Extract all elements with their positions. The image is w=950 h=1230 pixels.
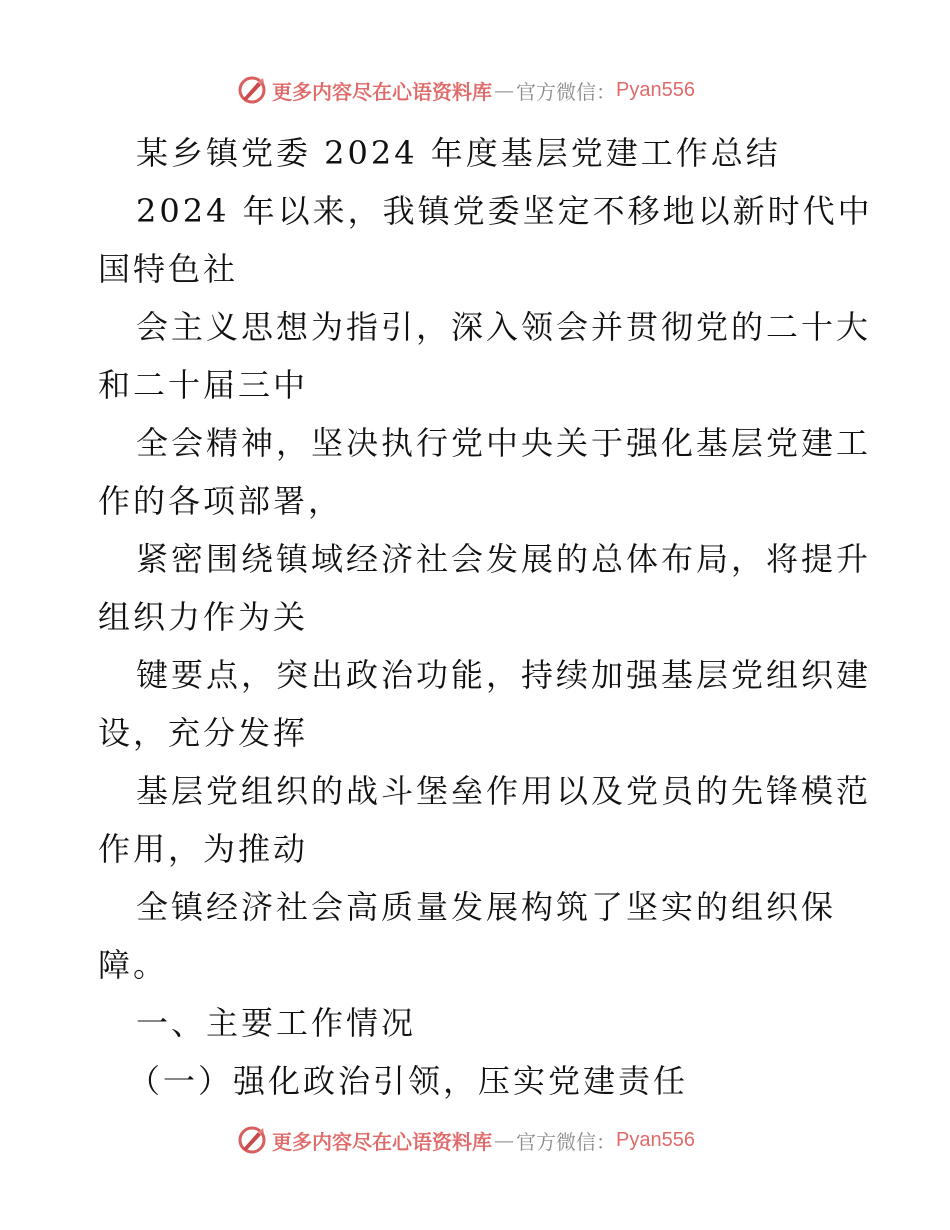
watermark-dash: — [494,1128,514,1152]
paragraph-line: 障。 [98,946,169,984]
paragraph-line: 会主义思想为指引，深入领会并贯彻党的二十大 [136,308,872,346]
document-title: 某乡镇党委 2024 年度基层党建工作总结 [136,134,781,172]
paragraph-line: 设，充分发挥 [98,714,309,752]
watermark-wechat-label: 官方微信： [516,79,616,104]
document-body [98,124,873,1110]
paragraph-line: 2024 年以来，我镇党委坚定不移地以新时代中 [136,192,873,230]
watermark-wechat-id: Pyan556 [616,78,695,101]
watermark-brand: 更多内容尽在心语资料库 [272,1129,492,1154]
watermark-footer [236,1123,695,1157]
paragraph-line: 和二十届三中 [98,366,309,404]
watermark-dash: — [494,78,514,102]
paragraph-line: 紧密围绕镇域经济社会发展的总体布局，将提升 [136,540,872,578]
paragraph-line: 全会精神，坚决执行党中央关于强化基层党建工 [136,424,872,462]
paragraph-line: 作的各项部署， [98,482,344,520]
paragraph-line: 全镇经济社会高质量发展构筑了坚实的组织保 [136,888,837,926]
section-heading: 一、主要工作情况 [136,1004,417,1042]
quill-logo-icon [236,1124,268,1156]
watermark-brand: 更多内容尽在心语资料库 [272,79,492,104]
watermark-header [236,73,695,107]
watermark-wechat-label: 官方微信： [516,1129,616,1154]
paragraph-line: 键要点，突出政治功能，持续加强基层党组织建 [136,656,872,694]
paragraph-line: 国特色社 [98,250,239,288]
watermark-wechat-id: Pyan556 [616,1128,695,1151]
quill-logo-icon [236,74,268,106]
subsection-heading: （一）强化政治引领，压实党建责任 [128,1062,689,1100]
paragraph-line: 作用，为推动 [98,830,309,868]
paragraph-line: 基层党组织的战斗堡垒作用以及党员的先锋模范 [136,772,872,810]
paragraph-line: 组织力作为关 [98,598,309,636]
